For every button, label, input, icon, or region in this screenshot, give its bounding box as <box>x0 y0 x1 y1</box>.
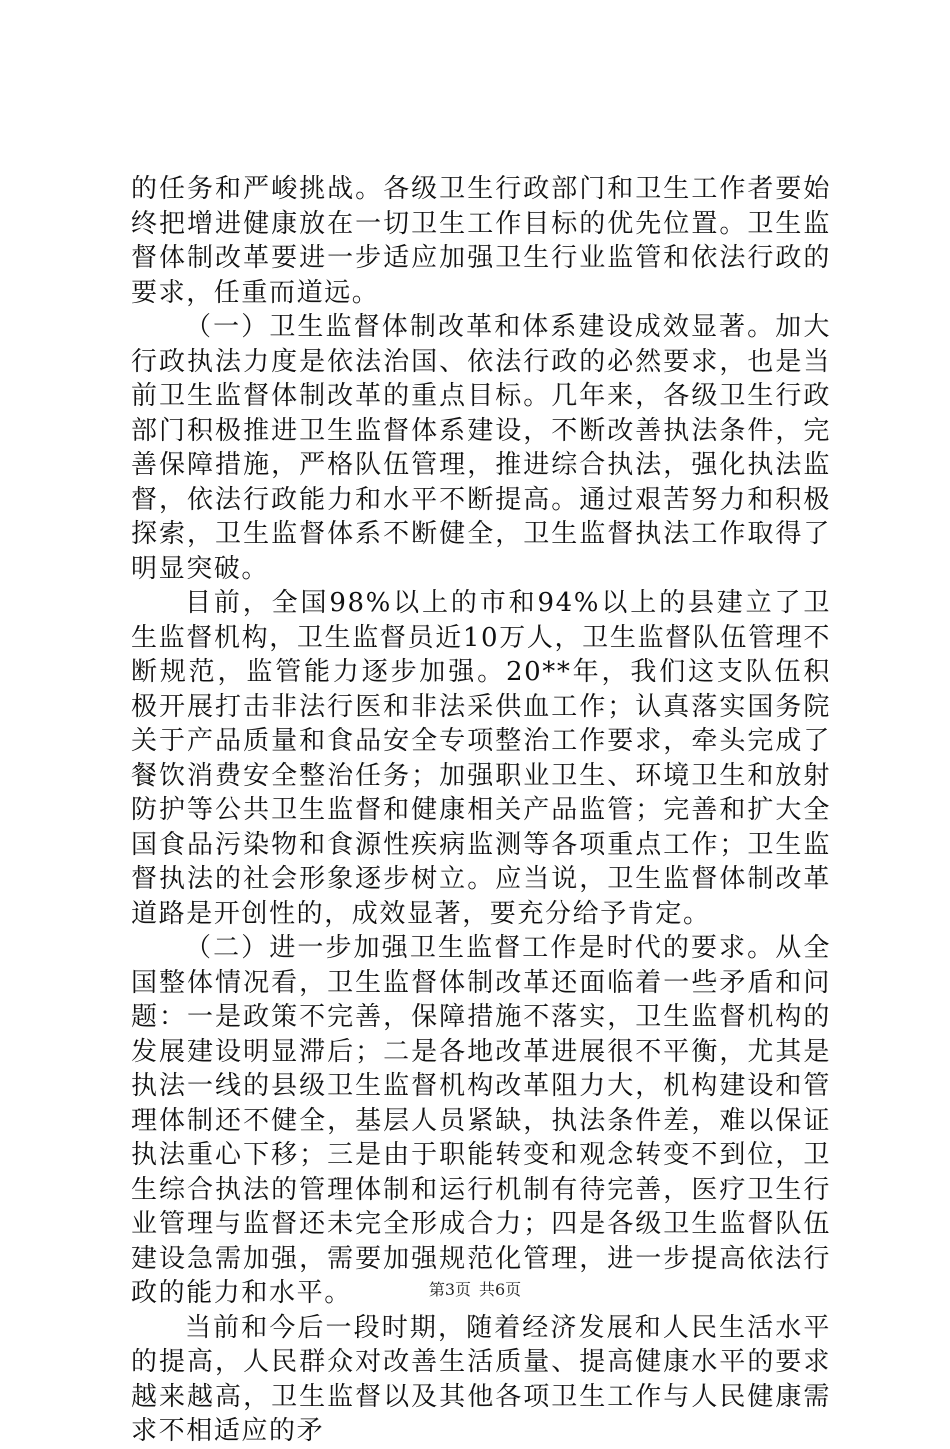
document-body <box>131 172 831 1449</box>
paragraph-section-one: （一）卫生监督体制改革和体系建设成效显著。加大行政执法力度是依法治国、依法行政的必然要求，也是当前卫生监督体制改革的重点目标。几年来，各级卫生行政部门积极推进卫生监督体系建设，不断改善执法条件，完善保障措施，严格队伍管理，推进综合执法，强化执法监督，依法行政能力和水平不断提高。通过艰苦努力和积极探索，卫生监督体系不断健全，卫生监督执法工作取得了明显突破。 <box>131 312 831 584</box>
paragraph-section-two: （二）进一步加强卫生监督工作是时代的要求。从全国整体情况看，卫生监督体制改革还面临着一些矛盾和问题：一是政策不完善，保障措施不落实，卫生监督机构的发展建设明显滞后；二是各地改革进展很不平衡，尤其是执法一线的县级卫生监督机构改革阻力大，机构建设和管理体制还不健全，基层人员紧缺，执法条件差，难以保证执法重心下移；三是由于职能转变和观念转变不到位，卫生综合执法的管理体制和运行机制有待完善，医疗卫生行业管理与监督还未完全形成合力；四是各级卫生监督队伍建设急需加强，需要加强规范化管理，进一步提高依法行政的能力和水平。 <box>131 933 831 1308</box>
page-total: 共6页 <box>479 1280 522 1299</box>
paragraph-current-status: 目前，全国98%以上的市和94%以上的县建立了卫生监督机构，卫生监督员近10万人，卫生监督队伍管理不断规范，监管能力逐步加强。20**年，我们这支队伍积极开展打击非法行医和非法采供血工作；认真落实国务院关于产品质量和食品安全专项整治工作要求，牵头完成了餐饮消费安全整治任务；加强职业卫生、环境卫生和放射防护等公共卫生监督和健康相关产品监管；完善和扩大全国食品污染物和食源性疾病监测等各项重点工作；卫生监督执法的社会形象逐步树立。应当说，卫生监督体制改革道路是开创性的，成效显著，要充分给予肯定。 <box>131 588 831 929</box>
paragraph-continuation: 的任务和严峻挑战。各级卫生行政部门和卫生工作者要始终把增进健康放在一切卫生工作目标的优先位置。卫生监督体制改革要进一步适应加强卫生行业监管和依法行政的要求，任重而道远。 <box>131 174 831 308</box>
page-number: 第3页 <box>428 1280 471 1299</box>
paragraph-outlook: 当前和今后一段时期，随着经济发展和人民生活水平的提高，人民群众对改善生活质量、提高健康水平的要求越来越高，卫生监督以及其他各项卫生工作与人民健康需求不相适应的矛 <box>131 1312 831 1446</box>
page-footer <box>0 1279 950 1301</box>
